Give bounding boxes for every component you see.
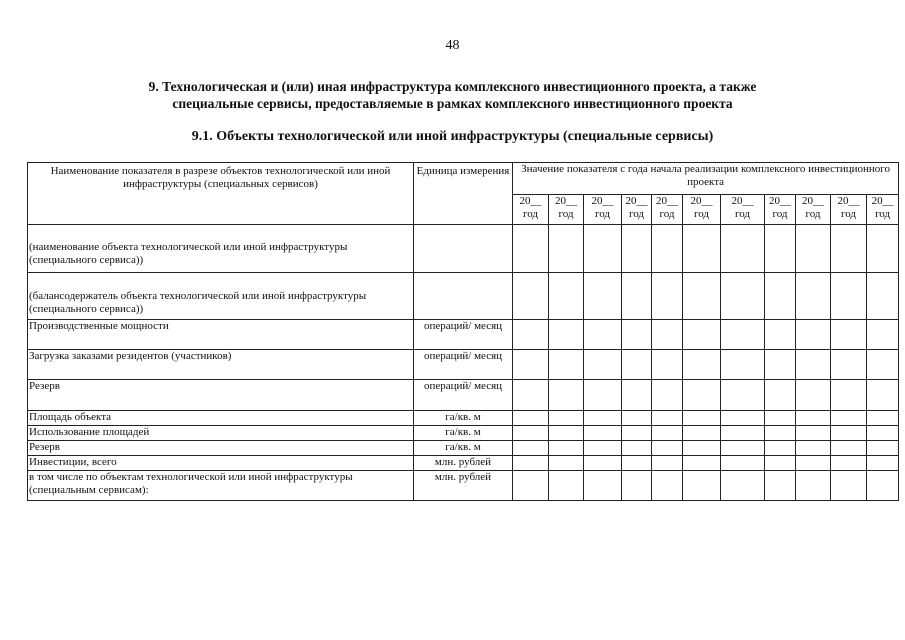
- table-row: [28, 426, 899, 441]
- row-name: Загрузка заказами резидентов (участников): [28, 350, 414, 380]
- section-title-line-2: специальные сервисы, предоставляемые в рамках комплексного инвестиционного проекта: [172, 96, 733, 111]
- row-unit: га/кв. м: [414, 411, 513, 426]
- table-row: [28, 456, 899, 471]
- year-header: 20__ год: [513, 195, 549, 225]
- table-row: [28, 380, 899, 411]
- infrastructure-table: [27, 162, 899, 501]
- row-name: Площадь объекта: [28, 411, 414, 426]
- row-unit: [414, 225, 513, 273]
- table-row: [28, 350, 899, 380]
- year-header: 20__ год: [683, 195, 721, 225]
- row-unit: операций/ месяц: [414, 350, 513, 380]
- row-name: Производственные мощности: [28, 320, 414, 350]
- row-unit: га/кв. м: [414, 426, 513, 441]
- year-header: 20__ год: [584, 195, 622, 225]
- table-row: [28, 441, 899, 456]
- header-value: Значение показателя с года начала реализации комплексного инвестиционного проекта: [513, 163, 899, 195]
- year-header: 20__ год: [867, 195, 899, 225]
- year-header: 20__ год: [765, 195, 796, 225]
- page-number: 48: [445, 38, 460, 53]
- table-row: [28, 411, 899, 426]
- year-header: 20__ год: [622, 195, 652, 225]
- row-name: Использование площадей: [28, 426, 414, 441]
- table-row: [28, 320, 899, 350]
- table-row: [28, 225, 899, 273]
- row-unit: млн. рублей: [414, 456, 513, 471]
- row-unit: млн. рублей: [414, 471, 513, 501]
- row-unit: операций/ месяц: [414, 380, 513, 411]
- row-unit: операций/ месяц: [414, 320, 513, 350]
- year-header: 20__ год: [796, 195, 831, 225]
- row-unit: га/кв. м: [414, 441, 513, 456]
- row-name: Резерв: [28, 380, 414, 411]
- row-name: (балансодержатель объекта технологической или иной инфраструктуры (специального сервиса)): [28, 273, 414, 320]
- row-name: Резерв: [28, 441, 414, 456]
- section-title: [0, 78, 905, 112]
- year-header: 20__ год: [652, 195, 683, 225]
- header-unit: Единица измерения: [414, 163, 513, 225]
- header-indicator-name: Наименование показателя в разрезе объектов технологической или иной инфраструктуры (специальных сервисов): [28, 163, 414, 225]
- year-header: 20__ год: [831, 195, 867, 225]
- row-name: в том числе по объектам технологической или иной инфраструктуры (специальным сервисам):: [28, 471, 414, 501]
- row-name: (наименование объекта технологической или иной инфраструктуры (специального сервиса)): [28, 225, 414, 273]
- section-title-line-1: 9. Технологическая и (или) иная инфраструктура комплексного инвестиционного проекта, а также: [148, 79, 757, 94]
- row-name: Инвестиции, всего: [28, 456, 414, 471]
- row-unit: [414, 273, 513, 320]
- table-row: [28, 273, 899, 320]
- subsection-title: 9.1. Объекты технологической или иной инфраструктуры (специальные сервисы): [191, 129, 714, 144]
- year-header: 20__ год: [549, 195, 584, 225]
- table-row: [28, 471, 899, 501]
- year-header: 20__ год: [721, 195, 765, 225]
